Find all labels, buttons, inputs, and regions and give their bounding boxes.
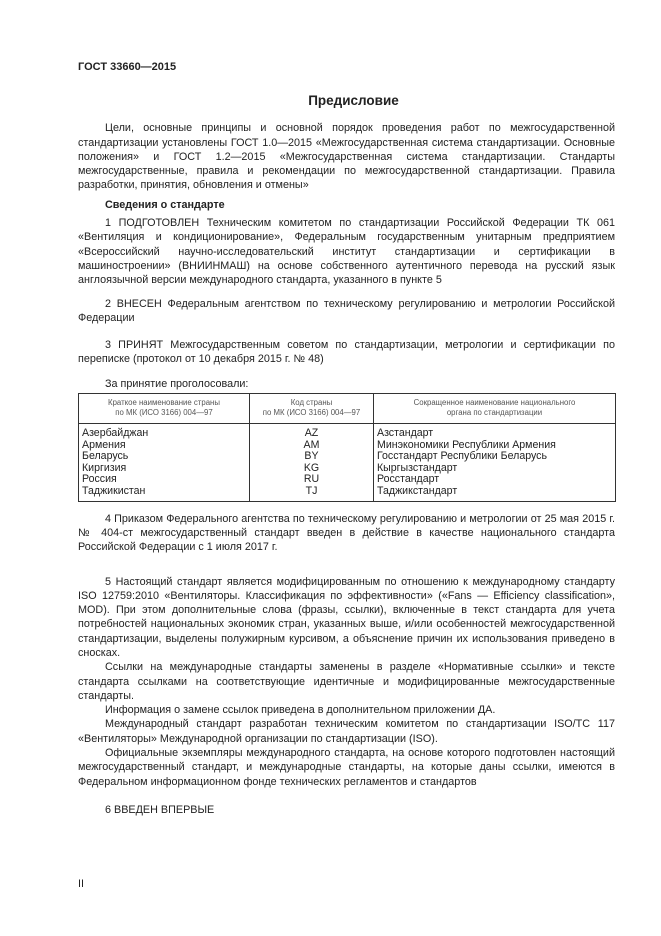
item-1: 1 ПОДГОТОВЛЕН Техническим комитетом по стандартизации Российской Федерации ТК 061 «Вентиляция и кондиционирование», Федеральным государственным унитарным предприятием «Всероссийский научно-исследовательский институт стандартизации и сертификации в машиностроении» (ВНИИНМАШ) на основе собственного аутентичного перевода на русский язык англоязычной версии международного стандарта, указанного в пункте 5 (78, 217, 615, 287)
country-column: Азербайджан Армения Беларусь Киргизия Россия Таджикистан (79, 424, 250, 502)
page-number: II (78, 878, 84, 891)
document-id: ГОСТ 33660—2015 (78, 61, 177, 73)
page-content (78, 60, 615, 892)
header-body: Сокращенное наименование национального органа по стандартизации (374, 394, 616, 424)
voting-table (78, 393, 616, 502)
header-country: Краткое наименование страны по МК (ИСО 3166) 004—97 (79, 394, 250, 424)
section-heading: Сведения о стандарте (105, 198, 225, 211)
table-body-row (79, 424, 616, 502)
item-3: 3 ПРИНЯТ Межгосударственным советом по стандартизации, метрологии и сертификации по переписке (протокол от 10 декабря 2015 г. № 48) (78, 339, 615, 366)
item-5-references: Ссылки на международные стандарты заменены в разделе «Нормативные ссылки» и тексте стандарта ссылками на соответствующие идентичные и модифицированные межгосударственные стандарты. (78, 661, 615, 702)
item-5-main: 5 Настоящий стандарт является модифицированным по отношению к международному стандарту ISO 12759:2010 «Вентиляторы. Классификация по эффективности» («Fans — Efficiency classification», MOD). При этом дополнительные слова (фразы, ссылки), включенные в текст стандарта для учета потребностей национальных экономик стран, указанных выше, и/или особенностей межгосударственной стандартизации, выделены полужирным курсивом, а объяснение причин их использования приведено в сносках. (78, 575, 615, 659)
code-column: AZ AM BY KG RU TJ (250, 424, 374, 502)
table-header-row (79, 394, 616, 424)
page-title: Предисловие (308, 93, 399, 109)
item-4: 4 Приказом Федерального агентства по техническому регулированию и метрологии от 25 мая 2015 г. № 404-ст межгосударственный стандарт введен в действие в качестве национального стандарта Российской Федерации с 1 июля 2017 г. (78, 512, 615, 554)
body-column: Азстандарт Минэкономики Республики Армения Госстандарт Республики Беларусь Кыргызстандарт Росстандарт Таджикстандарт (374, 424, 616, 502)
item-5-official-copies: Официальные экземпляры международного стандарта, на основе которого подготовлен настоящий межгосударственный стандарт, и международные стандарты, на которые даны ссылки, имеются в Федеральном информационном фонде технических регламентов и стандартов (78, 747, 615, 788)
header-code: Код страны по МК (ИСО 3166) 004—97 (250, 394, 374, 424)
item-2: 2 ВНЕСЕН Федеральным агентством по техническому регулированию и метрологии Российской Федерации (78, 297, 615, 324)
item-5-iso-committee: Международный стандарт разработан техническим комитетом по стандартизации ISO/TC 117 «Вентиляторы» Международной организации по стандартизации (ISO). (78, 718, 615, 745)
intro-paragraph: Цели, основные принципы и основной порядок проведения работ по межгосударственной стандартизации установлены ГОСТ 1.0—2015 «Межгосударственная система стандартизации. Основные положения» и ГОСТ 1.2—2015 «Межгосударственная система стандартизации. Стандарты межгосударственные, правила и рекомендации по межгосударственной стандартизации. Правила разработки, принятия, обновления и отмены» (78, 122, 615, 192)
voted-label: За принятие проголосовали: (105, 377, 249, 390)
item-6: 6 ВВЕДЕН ВПЕРВЫЕ (105, 803, 215, 816)
item-5-appendix-info: Информация о замене ссылок приведена в дополнительном приложении ДА. (105, 704, 496, 717)
voting-table-wrapper (78, 393, 615, 502)
item-5 (78, 575, 615, 789)
